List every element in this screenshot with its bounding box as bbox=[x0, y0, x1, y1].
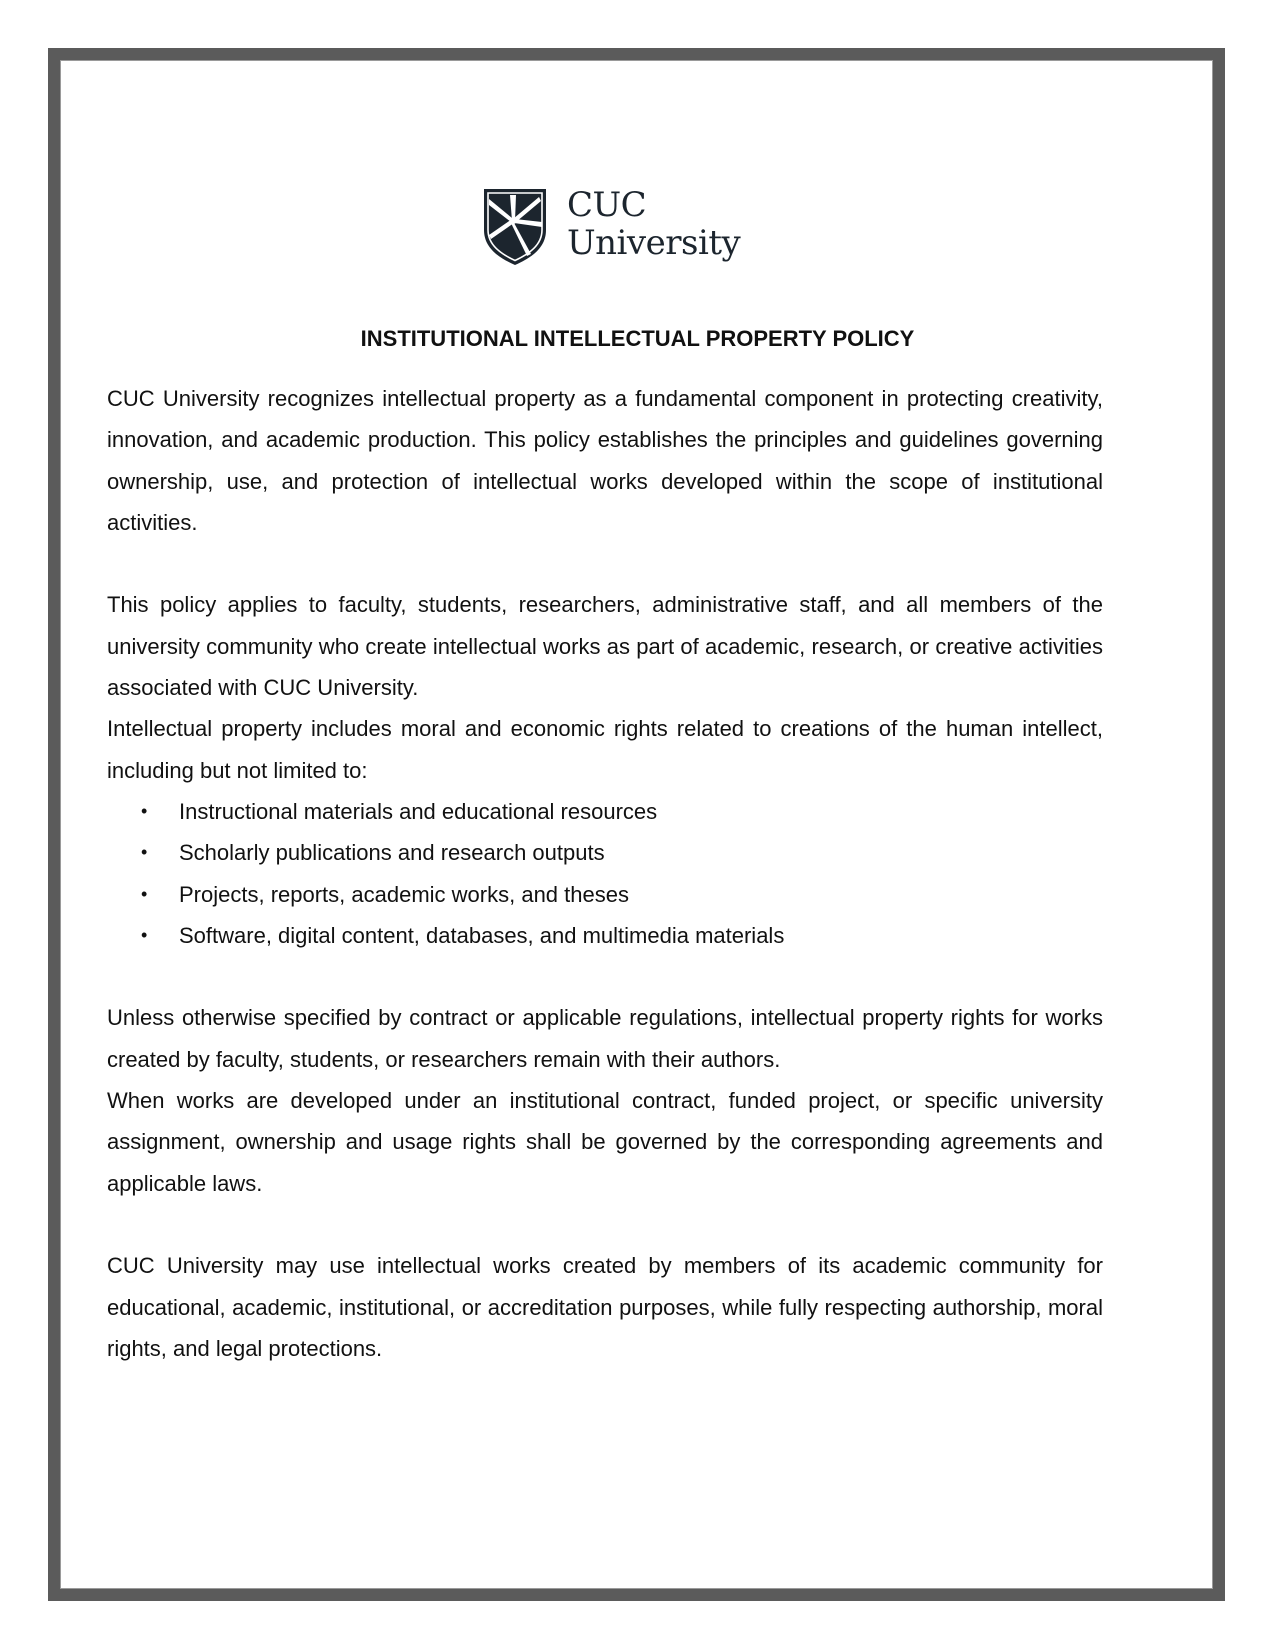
scope-paragraph: This policy applies to faculty, students, researchers, administrative staff, and all members of the university community who create intellectual works as part of academic, research, or creative activities associated with CUC University. bbox=[107, 592, 1103, 701]
list-item-text: Software, digital content, databases, and multimedia materials bbox=[179, 922, 785, 948]
list-item bbox=[107, 832, 1103, 873]
intro-paragraph: CUC University recognizes intellectual property as a fundamental component in protecting creativity, innovation, and academic production. This policy establishes the principles and guidelines governing ownership, use, and protection of intellectual works developed within the scope of institutional activities. bbox=[107, 386, 1103, 535]
ownership-paragraph: Unless otherwise specified by contract or applicable regulations, intellectual property rights for works created by faculty, students, or researchers remain with their authors. bbox=[107, 1005, 1103, 1072]
list-item-text: Scholarly publications and research outputs bbox=[179, 840, 605, 866]
ip-types-list bbox=[107, 791, 1103, 956]
usage-paragraph: CUC University may use intellectual works created by members of its academic community for educational, academic, institutional, or accreditation purposes, while fully respecting authorship, moral rights, and legal protections. bbox=[107, 1253, 1103, 1361]
shield-star-icon bbox=[483, 188, 547, 266]
paragraph-spacer bbox=[107, 1204, 1103, 1245]
logo-line-university: University bbox=[567, 223, 741, 263]
university-name bbox=[567, 186, 740, 262]
list-item bbox=[107, 915, 1103, 956]
university-logo bbox=[483, 186, 763, 268]
bullet-icon: • bbox=[141, 883, 148, 904]
institutional-paragraph: When works are developed under an institutional contract, funded project, or specific university assignment, ownership and usage rights shall be governed by the corresponding agreements and applicable laws. bbox=[107, 1088, 1103, 1196]
policy-body bbox=[107, 378, 1103, 1369]
policy-title: INSTITUTIONAL INTELLECTUAL PROPERTY POLICY bbox=[360, 326, 915, 351]
bullet-icon: • bbox=[141, 842, 148, 863]
paragraph-spacer bbox=[107, 543, 1103, 584]
list-item bbox=[107, 874, 1103, 915]
paragraph-spacer bbox=[107, 956, 1103, 997]
list-item-text: Instructional materials and educational resources bbox=[179, 798, 658, 824]
bullet-icon: • bbox=[141, 800, 148, 821]
bullet-icon: • bbox=[141, 924, 148, 945]
logo-line-cuc: CUC bbox=[567, 185, 647, 225]
definition-paragraph: Intellectual property includes moral and economic rights related to creations of the human intellect, including but not limited to: bbox=[107, 716, 1103, 783]
list-item-text: Projects, reports, academic works, and theses bbox=[179, 881, 629, 907]
list-item bbox=[107, 791, 1103, 832]
